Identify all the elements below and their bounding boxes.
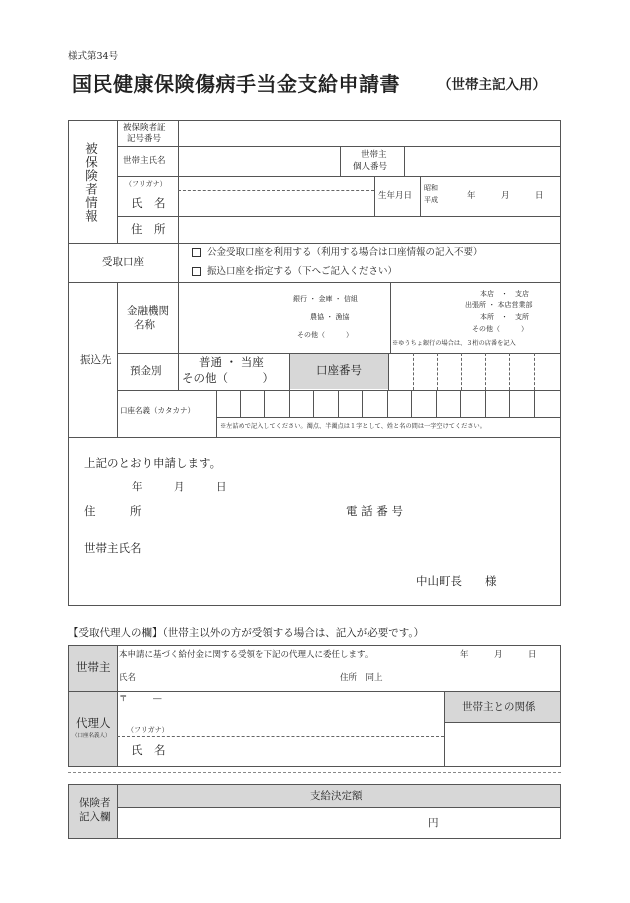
agent-label: 代理人 — [76, 716, 111, 730]
insured-name-field[interactable] — [180, 179, 372, 214]
proxy-date[interactable]: 年 月 日 — [460, 650, 537, 660]
delegation-text: 本申請に基づく給付金に関する受領を下記の代理人に委任します。 — [119, 650, 374, 660]
account-no-field[interactable] — [390, 355, 558, 388]
deposit-label: 預金別 — [130, 365, 162, 377]
option-transfer-account[interactable]: 振込口座を指定する（下へご記入ください） — [192, 267, 397, 277]
personal-no-label-2: 個人番号 — [353, 162, 388, 172]
furigana-label: （フリガナ） — [125, 180, 167, 188]
declaration-address-label: 住 所 — [84, 504, 142, 518]
declaration-head-name-label: 世帯主氏名 — [84, 541, 142, 555]
checkbox-public-account[interactable] — [192, 248, 201, 257]
proxy-address-label: 住所 同上 — [340, 673, 383, 683]
agent-furigana-label: （フリガナ） — [127, 726, 169, 734]
proxy-head-label: 世帯主 — [76, 660, 111, 674]
declaration-date[interactable]: 年 月 日 — [132, 481, 227, 493]
bank-label: 金融機関 — [127, 305, 169, 317]
personal-no-label: 世帯主 — [361, 150, 387, 160]
checkbox-transfer-account[interactable] — [192, 267, 201, 276]
bank-label-2: 名称 — [134, 319, 155, 331]
declaration-text: 上記のとおり申請します。 — [84, 456, 222, 470]
personal-no-field[interactable] — [406, 149, 558, 174]
declaration-phone-label: 電 話 番 号 — [346, 504, 403, 518]
holder-name-field[interactable] — [217, 391, 560, 416]
branch-type-1[interactable]: 本店 ・ 支店 — [480, 290, 529, 298]
transfer-label: 振込先 — [80, 354, 112, 366]
postal-label[interactable]: 〒 ― — [119, 694, 162, 704]
yen-unit: 円 — [428, 817, 439, 829]
proxy-heading: 【受取代理人の欄】（世帯主以外の方が受領する場合は、記入が必要です。） — [68, 627, 425, 639]
era-showa[interactable]: 昭和 — [424, 184, 438, 192]
relation-label: 世帯主との関係 — [462, 701, 536, 713]
page-title: 国民健康保険傷病手当金支給申請書 — [72, 72, 400, 96]
insured-section-label: 被保険者情報 — [83, 142, 99, 223]
amount-field[interactable] — [120, 810, 425, 836]
birth-label: 生年月日 — [378, 191, 413, 201]
branch-type-3[interactable]: 本所 ・ 支所 — [480, 313, 529, 321]
birth-date-field[interactable]: 年 月 日 — [467, 191, 544, 201]
proxy-name-label: 氏名 — [119, 673, 137, 683]
deposit-options-1[interactable]: 普通 ・ 当座 — [199, 355, 264, 369]
form-number: 様式第34号 — [68, 51, 119, 62]
yucho-note: ※ゆうちょ銀行の場合は、３桁の店番を記入 — [392, 340, 516, 347]
branch-type-2[interactable]: 出張所 ・ 本店営業部 — [465, 301, 533, 309]
bank-types-2[interactable]: 農協 ・ 漁協 — [310, 313, 350, 321]
head-name-label: 世帯主氏名 — [123, 156, 166, 166]
proxy-head-name-field[interactable] — [140, 668, 330, 688]
cert-no-field[interactable] — [180, 123, 558, 144]
relation-field[interactable] — [446, 724, 559, 765]
account-no-label: 口座番号 — [316, 363, 362, 377]
holder-note: ※左詰めで記入してください。濁点、半濁点は１字として、姓と名の間は一字空けてください。 — [220, 423, 486, 430]
deposit-options-2[interactable]: その他（ ） — [182, 371, 274, 385]
option-public-account[interactable]: 公金受取口座を利用する（利用する場合は口座情報の記入不要） — [192, 248, 483, 258]
cert-no-label: 被保険者証 — [123, 123, 166, 133]
insurer-label: 保険者 — [79, 797, 111, 809]
era-heisei[interactable]: 平成 — [424, 196, 438, 204]
receive-account-label: 受取口座 — [102, 256, 144, 268]
page-subtitle: （世帯主記入用） — [438, 77, 546, 93]
amount-label: 支給決定額 — [310, 790, 363, 802]
address-label: 住 所 — [131, 222, 166, 236]
name-label: 氏 名 — [131, 196, 166, 210]
cert-no-label-2: 記号番号 — [127, 134, 162, 144]
addressee: 中山町長 様 — [416, 574, 497, 588]
bank-name-field[interactable] — [180, 285, 280, 351]
agent-name-label: 氏 名 — [131, 743, 166, 757]
agent-name-field[interactable] — [190, 740, 440, 764]
bank-types-3[interactable]: その他（ ） — [297, 331, 353, 339]
head-name-field[interactable] — [180, 149, 338, 174]
holder-label: 口座名義（カタカナ） — [120, 406, 195, 415]
insured-address-field[interactable] — [180, 219, 558, 241]
bank-types-1[interactable]: 銀行 ・ 金庫 ・ 信組 — [293, 295, 358, 303]
agent-sub-label: （口座名義人） — [72, 733, 111, 739]
insurer-label-2: 記入欄 — [79, 811, 111, 823]
branch-type-4[interactable]: その他（ ） — [472, 325, 528, 333]
